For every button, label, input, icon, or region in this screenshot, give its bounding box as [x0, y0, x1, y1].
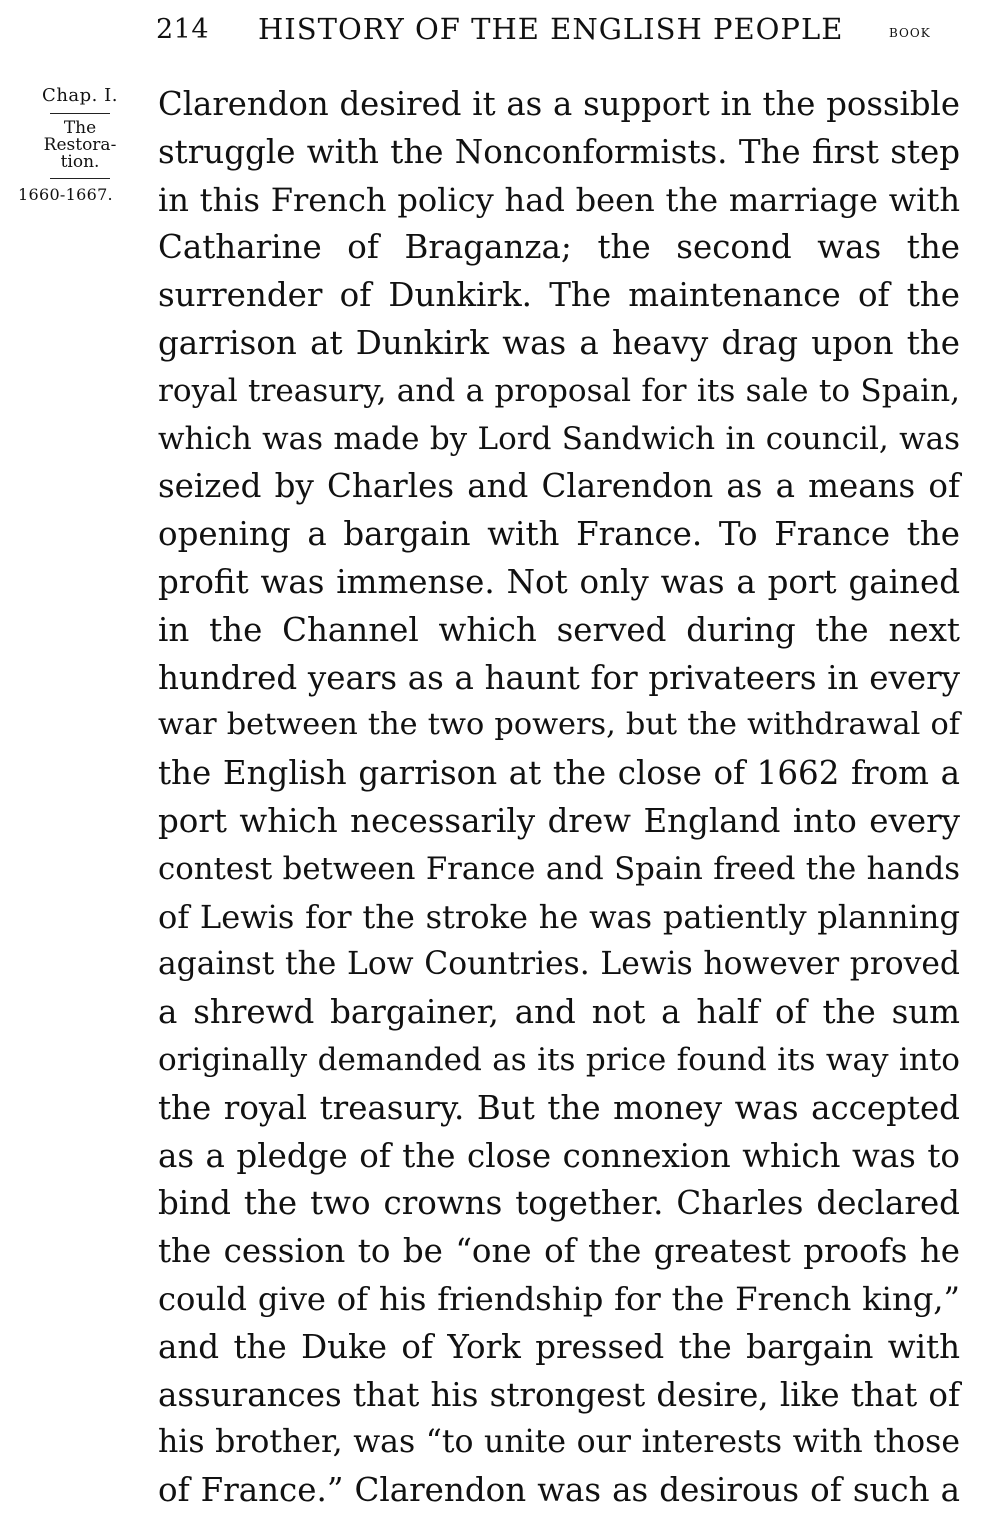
text-line: against the Low Countries. Lewis however proved — [158, 946, 960, 983]
text-line: a shrewd bargainer, and not a half of the sum — [158, 993, 960, 1032]
text-line: contest between France and Spain freed the hands — [158, 850, 960, 887]
text-line: opening a bargain with France. To France the — [158, 515, 960, 554]
text-line: hundred years as a haunt for privateers in every — [158, 658, 960, 697]
text-line: in the Channel which served during the next — [158, 610, 960, 649]
text-line: and the Duke of York pressed the bargain with — [158, 1327, 960, 1366]
text-line: of Lewis for the stroke he was patiently planning — [158, 897, 960, 936]
text-line: garrison at Dunkirk was a heavy drag upon the — [158, 323, 960, 362]
text-line: royal treasury, and a proposal for its sale to Spain, — [158, 372, 960, 409]
text-line: in this French policy had been the marriage with — [158, 180, 960, 219]
book-label: book — [889, 22, 931, 42]
text-line: the English garrison at the close of 1662 from a — [158, 754, 960, 793]
text-line: as a pledge of the close connexion which was to — [158, 1136, 960, 1175]
text-line: seized by Charles and Clarendon as a means of — [158, 467, 960, 506]
text-line: his brother, was “to unite our interests with those — [158, 1424, 960, 1461]
text-line: the cession to be “one of the greatest proofs he — [158, 1232, 960, 1271]
text-line: which was made by Lord Sandwich in council, was — [158, 420, 960, 457]
text-line: originally demanded as its price found its way into — [158, 1041, 960, 1078]
text-line: struggle with the Nonconformists. The first step — [158, 132, 960, 171]
margin-notes — [18, 86, 142, 205]
margin-divider — [50, 113, 110, 114]
text-line: the royal treasury. But the money was accepted — [158, 1088, 960, 1127]
page-number: 214 — [156, 14, 210, 45]
margin-divider — [50, 178, 110, 179]
text-line: surrender of Dunkirk. The maintenance of the — [158, 276, 960, 315]
text-line: profit was immense. Not only was a port gained — [158, 562, 960, 601]
chapter-label: Chap. I. — [42, 85, 118, 106]
section-label-line-3: tion. — [60, 152, 100, 172]
text-line: assurances that his strongest desire, like that of — [158, 1375, 960, 1414]
running-head — [0, 8, 1000, 48]
text-line: bind the two crowns together. Charles declared — [158, 1184, 960, 1223]
text-line: of France.” Clarendon was as desirous of such a — [158, 1471, 960, 1510]
book-title: HISTORY OF THE ENGLISH PEOPLE — [258, 12, 844, 46]
text-line: could give of his friendship for the French king,” — [158, 1279, 960, 1318]
text-line: Catharine of Braganza; the second was the — [158, 228, 960, 267]
text-line: Clarendon desired it as a support in the possible — [158, 85, 960, 123]
body-text — [158, 82, 960, 1516]
section-label-line-1: The — [63, 118, 97, 138]
date-range: 1660-1667. — [18, 185, 113, 204]
text-line: war between the two powers, but the withdrawal of — [158, 707, 960, 743]
text-line: port which necessarily drew England into every — [158, 801, 960, 840]
section-label-line-2: Restora- — [43, 135, 117, 155]
